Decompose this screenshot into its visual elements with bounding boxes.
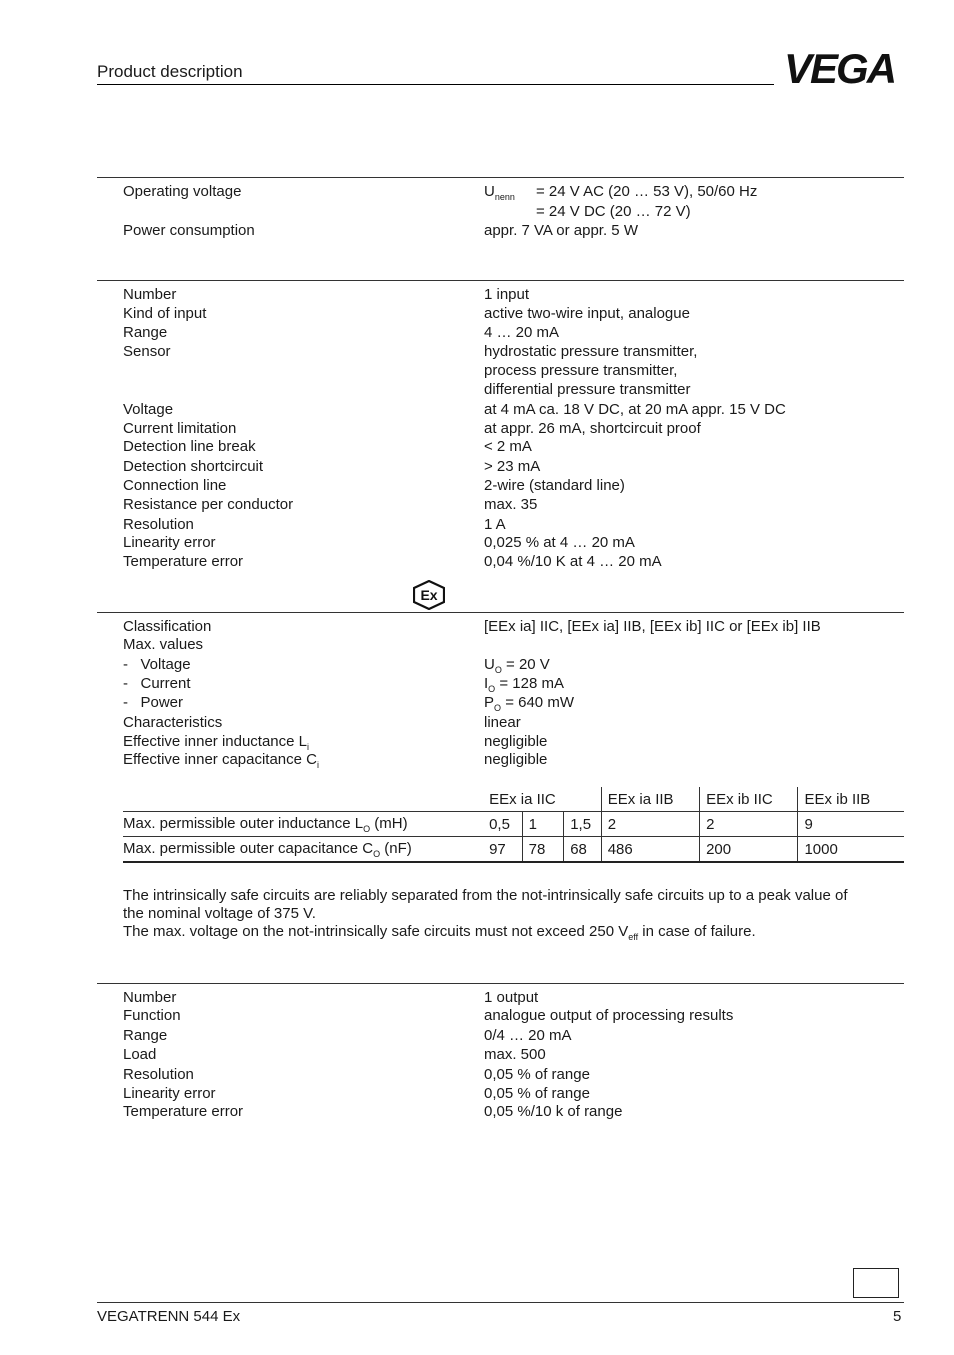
spec-value: 4 … 20 mA: [484, 324, 560, 341]
inner-inductance-value: negligible: [484, 733, 548, 750]
spec-value: at 4 mA ca. 18 V DC, at 20 mA appr. 15 V DC: [484, 401, 786, 418]
spec-label: Current limitation: [123, 420, 237, 437]
current-subscript: O: [488, 684, 496, 694]
spec-label: Detection shortcircuit: [123, 458, 264, 475]
spec-value: max. 500: [484, 1046, 546, 1063]
spec-value: max. 35: [484, 496, 538, 513]
current-number: = 128 mA: [495, 675, 564, 692]
voltage-symbol: U: [484, 656, 495, 673]
table-cell: 1: [522, 812, 564, 837]
spec-value: 0,025 % at 4 … 20 mA: [484, 534, 635, 551]
spec-label: Function: [123, 1007, 181, 1024]
separation-paragraph: [123, 887, 908, 946]
max-values-label: Max. values: [123, 636, 204, 653]
table-row: [123, 812, 904, 837]
u-nenn-symbol: [484, 183, 515, 202]
page-number: 5: [893, 1308, 902, 1325]
table-header-empty: [123, 787, 483, 812]
max-current-value: [484, 675, 564, 694]
power-consumption-value: appr. 7 VA or appr. 5 W: [484, 222, 638, 239]
characteristics-label: Characteristics: [123, 714, 223, 731]
inductance-text: Effective inner inductance L: [123, 733, 308, 750]
table-cell: 68: [564, 837, 602, 863]
ex-icon-text: Ex: [420, 587, 438, 603]
operating-voltage-label: Operating voltage: [123, 183, 242, 200]
voltage-subscript: O: [494, 665, 502, 675]
classification-value: [EEx ia] IIC, [EEx ia] IIB, [EEx ib] IIC or [EEx ib] IIB: [484, 618, 821, 635]
separation-line-1: The intrinsically safe circuits are reliably separated from the not-intrinsically safe circuits up to a peak value of: [123, 887, 848, 904]
spec-value: < 2 mA: [484, 438, 532, 455]
classification-label: Classification: [123, 618, 212, 635]
max-power-label: - Power: [123, 694, 184, 711]
table-cell: 2: [700, 812, 798, 837]
spec-label: Temperature error: [123, 553, 244, 570]
power-consumption-label: Power consumption: [123, 222, 255, 239]
spec-value: active two-wire input, analogue: [484, 305, 690, 322]
power-subscript: O: [494, 703, 502, 713]
spec-label: Detection line break: [123, 438, 256, 455]
ex-protection-icon: [413, 580, 445, 610]
row-label-unit: (nF): [380, 839, 412, 857]
max-voltage-value: [484, 656, 550, 675]
section-rule-output: [97, 983, 904, 984]
current-symbol: I: [484, 675, 489, 692]
spec-label: Kind of input: [123, 305, 207, 322]
table-cell: 1,5: [564, 812, 602, 837]
spec-value: 1 input: [484, 286, 530, 303]
separation-line-3: [123, 923, 908, 946]
logo-text: VEGA: [784, 50, 896, 86]
spec-label: Resolution: [123, 1066, 194, 1083]
u-symbol: U: [484, 183, 495, 200]
spec-value: 0,05 %/10 k of range: [484, 1103, 623, 1120]
header-rule: [97, 84, 774, 85]
inner-inductance-label: [123, 733, 309, 752]
capacitance-text: Effective inner capacitance C: [123, 751, 317, 768]
section-rule-input: [97, 280, 904, 281]
spec-label: Resolution: [123, 516, 194, 533]
spec-value: 1 output: [484, 989, 539, 1006]
spec-label: Linearity error: [123, 534, 216, 551]
dc-voltage-value: = 24 V DC (20 … 72 V): [536, 203, 691, 220]
spec-label: Load: [123, 1046, 157, 1063]
spec-label: Linearity error: [123, 1085, 216, 1102]
spec-label: Number: [123, 989, 177, 1006]
voltage-number: = 20 V: [501, 656, 550, 673]
spec-label: Number: [123, 286, 177, 303]
table-cell: 0,5: [483, 812, 522, 837]
inductance-subscript: i: [307, 742, 310, 752]
max-current-label: - Current: [123, 675, 191, 692]
table-cell: 78: [522, 837, 564, 863]
separation-line-2: the nominal voltage of 375 V.: [123, 905, 316, 922]
table-header-cell: EEx ib IIC: [700, 787, 798, 812]
separation-line-3-text: The max. voltage on the not-intrinsically safe circuits must not exceed 250 V: [123, 923, 629, 940]
spec-value: 1 A: [484, 516, 506, 533]
spec-value: 0,05 % of range: [484, 1085, 590, 1102]
ac-voltage-value: = 24 V AC (20 … 53 V), 50/60 Hz: [536, 183, 758, 200]
inner-capacitance-label: [123, 751, 319, 770]
spec-value: differential pressure transmitter: [484, 381, 691, 398]
row-label-subscript: O: [373, 848, 381, 859]
max-power-value: [484, 694, 574, 713]
separation-subscript: eff: [628, 932, 639, 942]
spec-value: process pressure transmitter,: [484, 362, 678, 379]
spec-label: Range: [123, 1027, 168, 1044]
spec-value: > 23 mA: [484, 458, 541, 475]
spec-value: hydrostatic pressure transmitter,: [484, 343, 698, 360]
table-cell: 1000: [798, 837, 904, 863]
characteristics-value: linear: [484, 714, 521, 731]
table-header-row: [123, 787, 904, 812]
spec-label: Sensor: [123, 343, 171, 360]
section-rule-ex: [97, 612, 904, 613]
power-number: = 640 mW: [501, 694, 574, 711]
row-label-text: Max. permissible outer inductance L: [123, 814, 364, 832]
table-row: [123, 837, 904, 863]
language-box: [853, 1268, 899, 1298]
spec-value: at appr. 26 mA, shortcircuit proof: [484, 420, 701, 437]
section-rule-supply: [97, 177, 904, 178]
power-symbol: P: [484, 694, 495, 711]
vega-logo: [784, 50, 904, 86]
table-cell: 9: [798, 812, 904, 837]
row-label-unit: (mH): [370, 814, 408, 832]
spec-value: 0/4 … 20 mA: [484, 1027, 572, 1044]
spec-label: Resistance per conductor: [123, 496, 294, 513]
spec-value: 0,04 %/10 K at 4 … 20 mA: [484, 553, 662, 570]
capacitance-subscript: i: [317, 760, 319, 770]
table-cell: 200: [700, 837, 798, 863]
row-label-subscript: O: [363, 823, 371, 834]
spec-label: Voltage: [123, 401, 174, 418]
spec-value: analogue output of processing results: [484, 1007, 734, 1024]
spec-label: Connection line: [123, 477, 227, 494]
table-header-cell: EEx ia IIC: [483, 787, 601, 812]
table-header-cell: EEx ib IIB: [798, 787, 904, 812]
spec-label: Range: [123, 324, 168, 341]
table-cell: 486: [601, 837, 699, 863]
page-header-title: Product description: [97, 62, 243, 81]
table-cell: 97: [483, 837, 522, 863]
table-cell: 2: [601, 812, 699, 837]
table-row-label: [123, 837, 483, 863]
footer-product-name: VEGATRENN 544 Ex: [97, 1308, 241, 1325]
u-subscript: nenn: [494, 192, 515, 202]
spec-label: Temperature error: [123, 1103, 244, 1120]
outer-values-table: [123, 787, 904, 863]
spec-value: 0,05 % of range: [484, 1066, 590, 1083]
max-voltage-label: - Voltage: [123, 656, 191, 673]
row-label-text: Max. permissible outer capacitance C: [123, 839, 374, 857]
spec-value: 2-wire (standard line): [484, 477, 625, 494]
separation-line-3-tail: in case of failure.: [638, 923, 756, 940]
inner-capacitance-value: negligible: [484, 751, 548, 768]
table-row-label: [123, 812, 483, 837]
footer-rule: [97, 1302, 904, 1303]
table-header-cell: EEx ia IIB: [601, 787, 699, 812]
